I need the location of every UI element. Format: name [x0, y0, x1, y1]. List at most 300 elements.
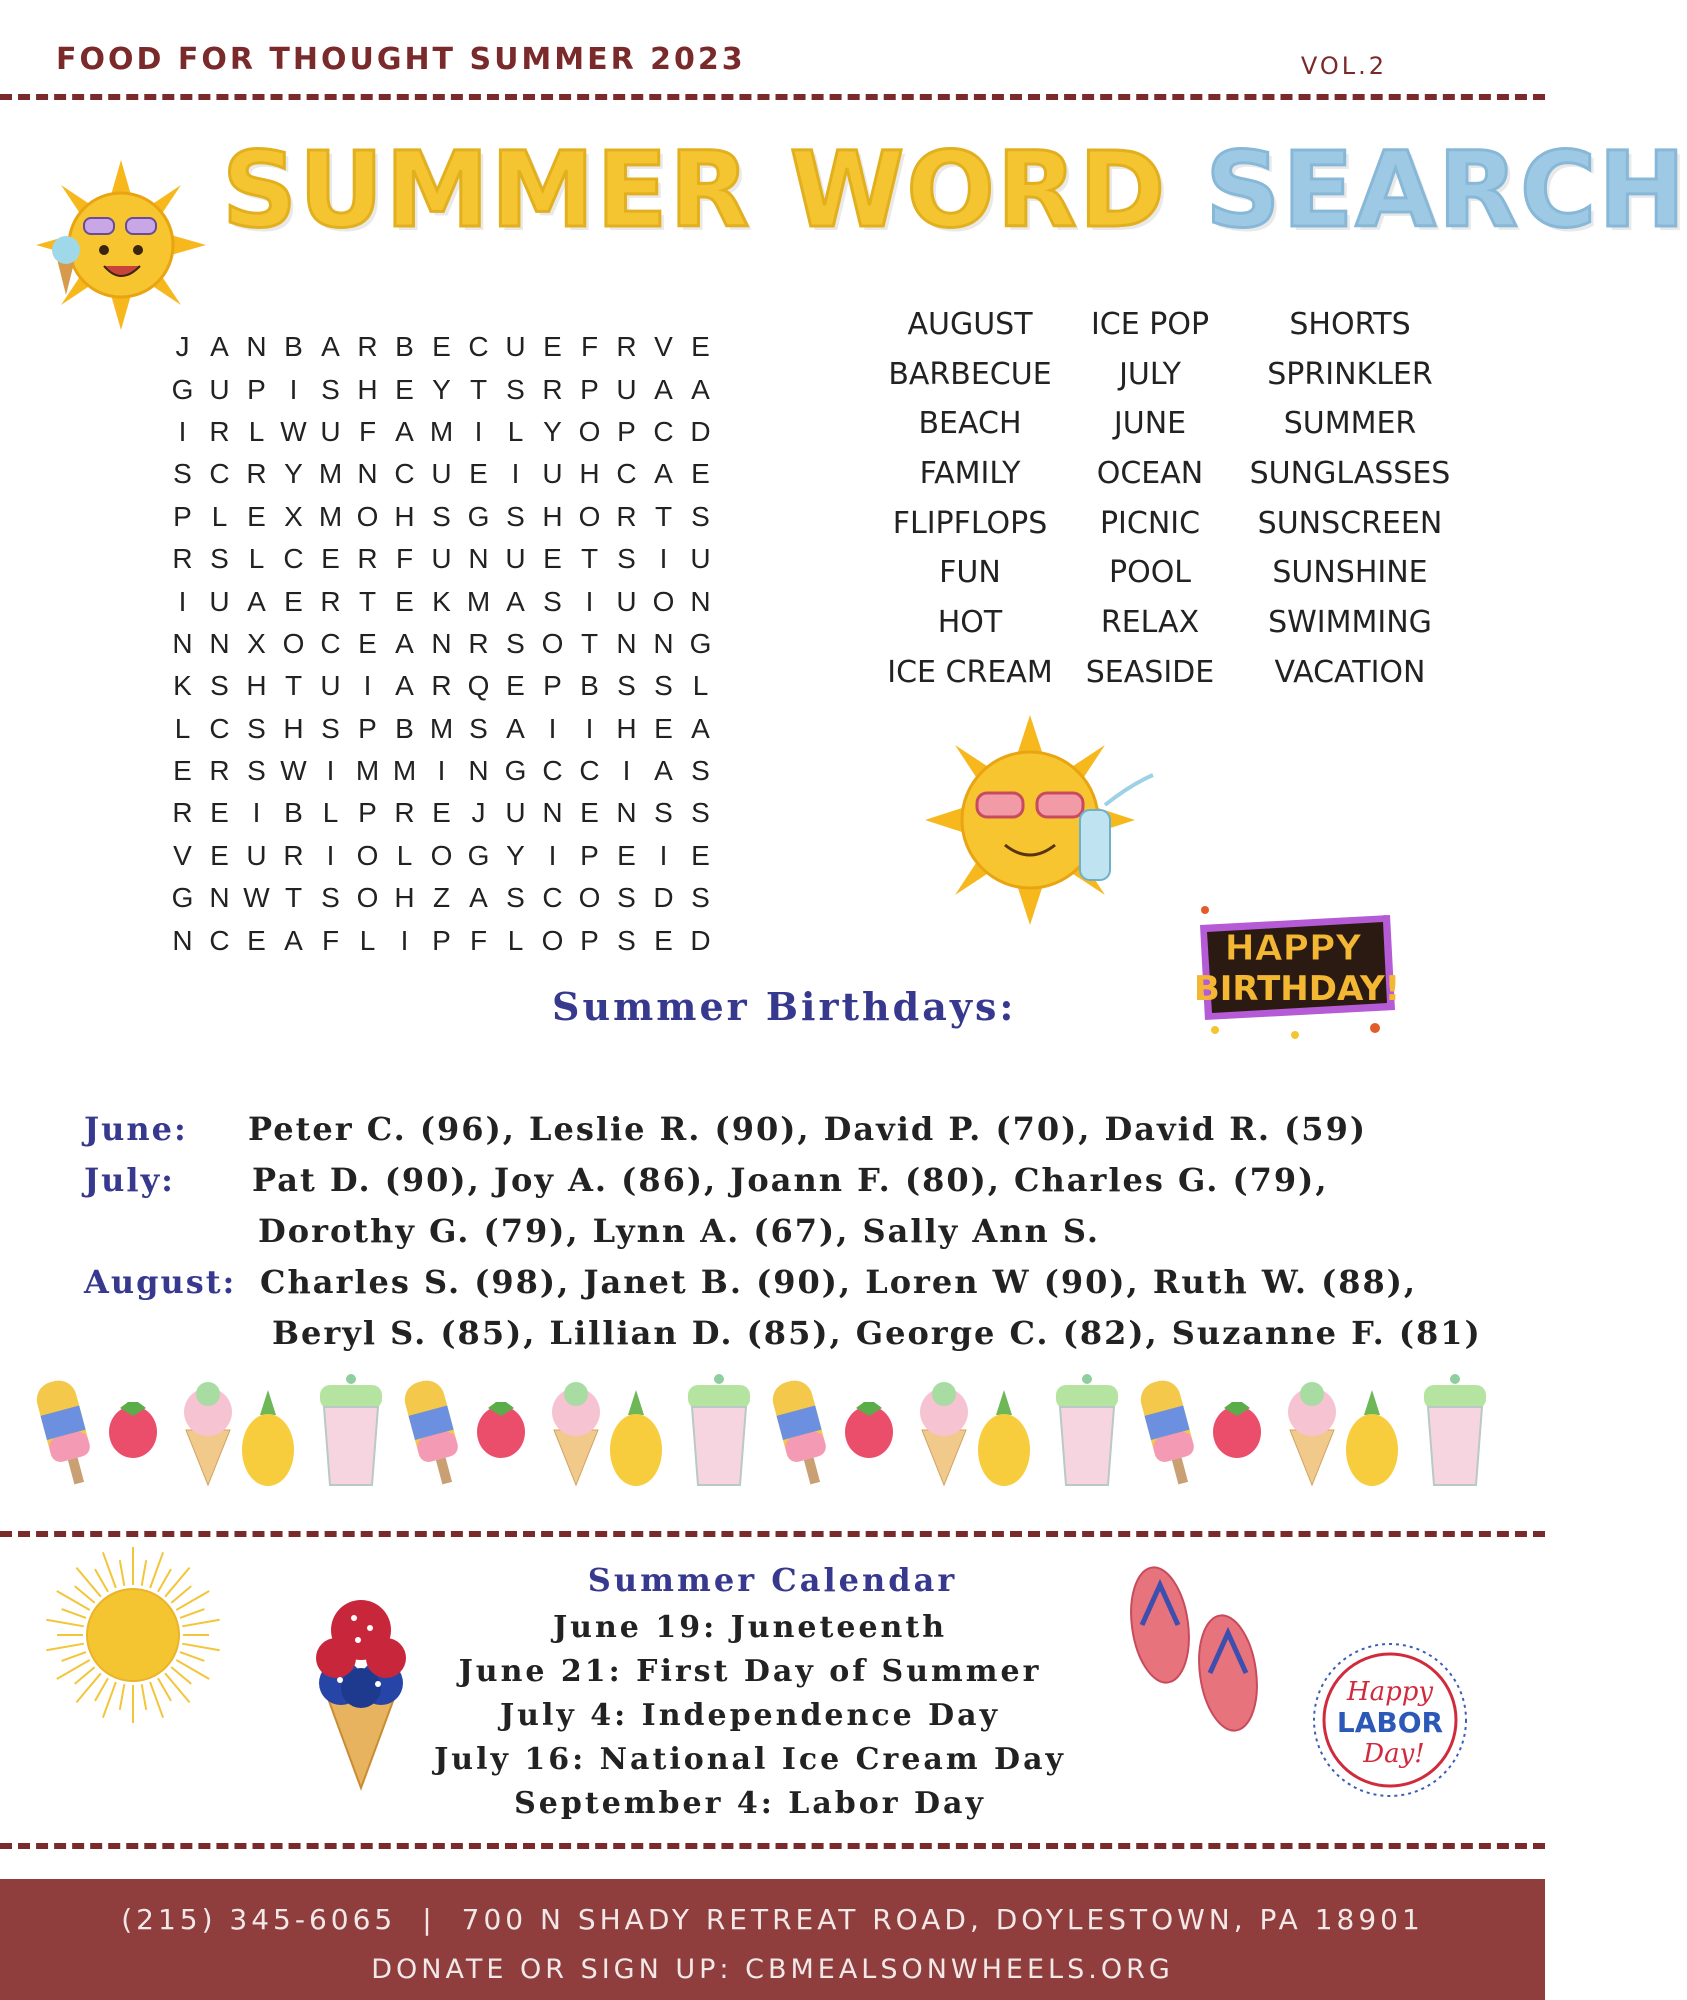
popsicle-icon — [401, 1377, 467, 1489]
grid-letter: M — [466, 585, 491, 617]
grid-letter: G — [171, 882, 194, 914]
grid-letter: S — [506, 882, 525, 914]
word-list-item: SHORTS — [1289, 307, 1411, 342]
grid-letter: K — [432, 585, 451, 617]
grid-letter: U — [505, 797, 526, 829]
grid-letter: R — [172, 797, 193, 829]
word-list-item: SUMMER — [1283, 406, 1417, 442]
middle-divider — [0, 1531, 1545, 1537]
grid-letter: A — [284, 924, 303, 956]
word-list-item: SPRINKLER — [1267, 356, 1433, 392]
top-divider — [0, 94, 1545, 100]
grid-letter: F — [321, 924, 340, 956]
grid-row — [164, 496, 719, 538]
birthdays-title: Summer Birthdays: — [552, 984, 1017, 1029]
grid-letter: C — [468, 331, 489, 363]
grid-letter: N — [690, 585, 711, 617]
grid-letter: E — [210, 797, 229, 829]
grid-letter: E — [691, 458, 710, 490]
popsicle-icon — [33, 1377, 99, 1489]
birthday-names-august-2: Beryl S. (85), Lillian D. (85), George C. (82), Suzanne F. (81) — [272, 1314, 1482, 1352]
grid-letter: E — [432, 331, 451, 363]
grid-letter: E — [395, 373, 414, 405]
grid-letter: C — [394, 458, 415, 490]
strawberry-icon — [109, 1402, 157, 1458]
grid-letter: I — [437, 755, 446, 787]
grid-letter: H — [542, 500, 563, 532]
grid-letter: I — [326, 755, 335, 787]
grid-letter: V — [173, 839, 192, 871]
grid-letter: H — [394, 500, 415, 532]
grid-letter: E — [580, 797, 599, 829]
grid-letter: N — [209, 627, 230, 659]
grid-letter: E — [543, 331, 562, 363]
grid-letter: U — [616, 373, 637, 405]
grid-letter: E — [321, 543, 340, 575]
grid-letter: R — [283, 839, 304, 871]
grid-row — [164, 326, 719, 368]
grid-letter: U — [246, 839, 267, 871]
grid-letter: S — [321, 373, 340, 405]
grid-letter: S — [617, 543, 636, 575]
grid-letter: O — [356, 500, 379, 532]
grid-letter: E — [506, 670, 525, 702]
newsletter-title: FOOD FOR THOUGHT SUMMER 2023 — [56, 42, 746, 77]
word-list-item: BEACH — [918, 406, 1022, 442]
grid-letter: D — [653, 882, 674, 914]
grid-letter: E — [247, 924, 266, 956]
grid-letter: I — [585, 585, 594, 617]
grid-letter: X — [284, 500, 303, 532]
grid-letter: M — [429, 415, 454, 447]
grid-letter: S — [543, 585, 562, 617]
grid-letter: S — [247, 712, 266, 744]
grid-letter: S — [654, 797, 673, 829]
happy-birthday-badge — [1185, 900, 1405, 1040]
grid-letter: S — [506, 500, 525, 532]
grid-letter: V — [654, 331, 673, 363]
grid-letter: I — [585, 712, 594, 744]
word-list-item: VACATION — [1274, 654, 1426, 690]
grid-row — [164, 835, 719, 877]
grid-letter: X — [247, 627, 266, 659]
grid-letter: G — [171, 373, 194, 405]
footer-address: 700 N SHADY RETREAT ROAD, DOYLESTOWN, PA 18901 — [461, 1903, 1424, 1936]
grid-letter: E — [432, 797, 451, 829]
grid-letter: U — [209, 373, 230, 405]
grid-letter: A — [210, 331, 229, 363]
grid-letter: R — [431, 670, 452, 702]
grid-letter: I — [474, 415, 483, 447]
grid-letter: M — [318, 500, 343, 532]
grid-letter: D — [690, 415, 711, 447]
grid-letter: N — [468, 543, 489, 575]
grid-letter: T — [580, 627, 599, 659]
grid-letter: H — [283, 712, 304, 744]
grid-letter: A — [654, 373, 673, 405]
grid-row — [164, 919, 719, 961]
word-search-title — [222, 129, 1687, 251]
grid-letter: S — [173, 458, 192, 490]
grid-letter: R — [172, 543, 193, 575]
grid-letter: O — [541, 627, 564, 659]
grid-letter: Y — [506, 839, 525, 871]
grid-letter: R — [394, 797, 415, 829]
grid-letter: O — [356, 882, 379, 914]
sun-water-bottle-icon — [905, 715, 1175, 925]
grid-letter: T — [358, 585, 377, 617]
grid-letter: A — [469, 882, 488, 914]
grid-letter: W — [243, 882, 270, 914]
grid-letter: L — [174, 712, 191, 744]
grid-letter: N — [209, 882, 230, 914]
grid-letter: R — [616, 331, 637, 363]
grid-letter: E — [691, 331, 710, 363]
ice-cream-cone-icon — [1288, 1382, 1336, 1485]
volume-label: VOL.2 — [1300, 52, 1387, 80]
grid-letter: C — [616, 458, 637, 490]
grid-letter: L — [248, 543, 265, 575]
grid-letter: P — [358, 712, 377, 744]
grid-letter: R — [209, 415, 230, 447]
grid-letter: L — [359, 924, 376, 956]
grid-letter: I — [400, 924, 409, 956]
grid-letter: E — [543, 543, 562, 575]
grid-letter: A — [395, 627, 414, 659]
word-list-item: SUNGLASSES — [1249, 456, 1451, 492]
word-list-item: PICNIC — [1099, 505, 1201, 541]
grid-letter: L — [248, 415, 265, 447]
grid-letter: O — [578, 882, 601, 914]
grid-letter: Y — [432, 373, 451, 405]
grid-letter: E — [284, 585, 303, 617]
bottom-divider — [0, 1843, 1545, 1849]
word-list-item: FAMILY — [919, 456, 1021, 492]
grid-letter: P — [580, 924, 599, 956]
grid-letter: I — [659, 839, 668, 871]
grid-letter: C — [542, 755, 563, 787]
pineapple-icon — [978, 1390, 1030, 1486]
word-list-item: FLIPFLOPS — [892, 505, 1048, 541]
grid-letter: C — [209, 924, 230, 956]
grid-letter: A — [395, 415, 414, 447]
grid-letter: S — [321, 882, 340, 914]
grid-letter: R — [357, 543, 378, 575]
word-list-item: FUN — [939, 555, 1001, 591]
grid-letter: P — [580, 373, 599, 405]
calendar-event: July 16: National Ice Cream Day — [434, 1742, 1066, 1777]
grid-letter: I — [326, 839, 335, 871]
word-list-column-2 — [1070, 300, 1230, 698]
word-list-item: RELAX — [1100, 605, 1200, 641]
grid-letter: E — [247, 500, 266, 532]
pineapple-icon — [242, 1390, 294, 1486]
grid-letter: R — [320, 585, 341, 617]
birthday-month-july: July: — [84, 1161, 175, 1199]
grid-row — [164, 538, 719, 580]
labor-badge-line2: LABOR — [1336, 1706, 1444, 1739]
grid-letter: W — [280, 415, 307, 447]
grid-letter: Z — [432, 882, 451, 914]
footer-separator: | — [422, 1903, 436, 1936]
word-list-item: ICE POP — [1090, 307, 1210, 342]
pink-drink-icon — [1424, 1374, 1486, 1485]
grid-letter: U — [320, 670, 341, 702]
grid-letter: J — [175, 331, 190, 363]
grid-letter: O — [578, 415, 601, 447]
grid-letter: H — [394, 882, 415, 914]
sun-icecream-icon — [36, 160, 206, 330]
grid-letter: U — [542, 458, 563, 490]
grid-letter: T — [654, 500, 673, 532]
footer-signup: DONATE OR SIGN UP: CBMEALSONWHEELS.ORG — [371, 1954, 1174, 1985]
grid-letter: N — [431, 627, 452, 659]
labor-badge-line1: Happy — [1346, 1677, 1434, 1707]
pineapple-icon — [1346, 1390, 1398, 1486]
word-list-item: SUNSHINE — [1272, 555, 1428, 591]
footer-phone: (215) 345-6065 — [121, 1903, 397, 1936]
grid-letter: I — [289, 373, 298, 405]
grid-letter: N — [172, 627, 193, 659]
grid-letter: T — [284, 670, 303, 702]
grid-row — [164, 453, 719, 495]
grid-row — [164, 877, 719, 919]
grid-letter: C — [579, 755, 600, 787]
grid-letter: G — [467, 500, 490, 532]
calendar-event: June 19: Juneteenth — [552, 1610, 948, 1645]
grid-letter: U — [209, 585, 230, 617]
grid-letter: O — [282, 627, 305, 659]
calendar-event: July 4: Independence Day — [499, 1698, 1000, 1733]
grid-letter: N — [357, 458, 378, 490]
footer-contact — [0, 1903, 1545, 1936]
grid-letter: M — [429, 712, 454, 744]
grid-letter: F — [580, 331, 599, 363]
strawberry-icon — [845, 1402, 893, 1458]
grid-letter: L — [322, 797, 339, 829]
grid-letter: N — [172, 924, 193, 956]
grid-letter: I — [178, 585, 187, 617]
grid-letter: E — [210, 839, 229, 871]
grid-letter: E — [395, 585, 414, 617]
grid-letter: F — [469, 924, 488, 956]
grid-letter: U — [690, 543, 711, 575]
grid-letter: E — [691, 839, 710, 871]
pineapple-icon — [610, 1390, 662, 1486]
summer-treats-border — [30, 1380, 1510, 1490]
grid-letter: O — [578, 500, 601, 532]
grid-letter: E — [173, 755, 192, 787]
title-part-search: SEARCH — [1205, 129, 1687, 251]
word-list-column-3 — [1240, 300, 1460, 698]
grid-letter: H — [616, 712, 637, 744]
grid-letter: J — [471, 797, 486, 829]
grid-letter: S — [691, 797, 710, 829]
grid-letter: S — [654, 670, 673, 702]
grid-letter: A — [654, 755, 673, 787]
grid-letter: A — [247, 585, 266, 617]
word-list-item: OCEAN — [1096, 456, 1204, 492]
grid-letter: A — [691, 712, 710, 744]
word-list-item: JUNE — [1113, 406, 1187, 442]
grid-letter: R — [542, 373, 563, 405]
grid-letter: N — [616, 627, 637, 659]
grid-letter: N — [542, 797, 563, 829]
grid-letter: A — [506, 712, 525, 744]
grid-letter: S — [691, 882, 710, 914]
grid-letter: S — [469, 712, 488, 744]
grid-letter: A — [395, 670, 414, 702]
birthday-month-june: June: — [84, 1110, 188, 1148]
grid-letter: U — [320, 415, 341, 447]
grid-letter: K — [173, 670, 192, 702]
grid-letter: U — [431, 543, 452, 575]
grid-letter: L — [396, 839, 413, 871]
grid-letter: C — [283, 543, 304, 575]
ice-cream-cone-icon — [552, 1382, 600, 1485]
grid-letter: S — [617, 882, 636, 914]
grid-row — [164, 411, 719, 453]
word-list-item: AUGUST — [907, 307, 1033, 342]
grid-letter: P — [173, 500, 192, 532]
grid-letter: S — [321, 712, 340, 744]
grid-letter: U — [431, 458, 452, 490]
grid-letter: H — [357, 373, 378, 405]
grid-letter: S — [210, 670, 229, 702]
grid-letter: E — [654, 924, 673, 956]
grid-letter: P — [617, 415, 636, 447]
grid-row — [164, 623, 719, 665]
grid-letter: G — [504, 755, 527, 787]
birthday-badge-line1: HAPPY — [1224, 928, 1362, 969]
grid-letter: R — [246, 458, 267, 490]
grid-letter: A — [691, 373, 710, 405]
grid-letter: F — [395, 543, 414, 575]
grid-letter: L — [692, 670, 709, 702]
grid-letter: U — [505, 331, 526, 363]
grid-letter: E — [617, 839, 636, 871]
grid-letter: S — [691, 500, 710, 532]
grid-letter: P — [543, 670, 562, 702]
grid-letter: U — [505, 543, 526, 575]
grid-letter: L — [211, 500, 228, 532]
grid-letter: T — [580, 543, 599, 575]
word-list-item: ICE CREAM — [887, 654, 1053, 690]
grid-letter: N — [616, 797, 637, 829]
calendar-event: September 4: Labor Day — [514, 1786, 986, 1821]
word-list-item: JULY — [1119, 356, 1181, 392]
grid-letter: I — [548, 839, 557, 871]
pink-drink-icon — [320, 1374, 382, 1485]
grid-letter: G — [689, 627, 712, 659]
grid-letter: I — [659, 543, 668, 575]
grid-letter: Y — [543, 415, 562, 447]
grid-letter: I — [622, 755, 631, 787]
title-part-summer-word: SUMMER WORD — [222, 129, 1168, 251]
ice-cream-cone-icon — [184, 1382, 232, 1485]
grid-letter: T — [469, 373, 488, 405]
grid-letter: Q — [467, 670, 490, 702]
grid-letter: M — [318, 458, 343, 490]
grid-letter: I — [511, 458, 520, 490]
grid-letter: L — [507, 924, 524, 956]
grid-letter: S — [506, 627, 525, 659]
birthday-names-july-1: Pat D. (90), Joy A. (86), Joann F. (80), Charles G. (79), — [252, 1161, 1329, 1199]
grid-letter: B — [580, 670, 599, 702]
grid-letter: Y — [284, 458, 303, 490]
word-list-column-1 — [880, 300, 1060, 698]
grid-letter: E — [358, 627, 377, 659]
grid-letter: B — [284, 797, 303, 829]
calendar-title: Summer Calendar — [587, 1561, 958, 1599]
grid-letter: S — [506, 373, 525, 405]
pink-drink-icon — [1056, 1374, 1118, 1485]
grid-letter: N — [246, 331, 267, 363]
grid-letter: O — [652, 585, 675, 617]
grid-letter: B — [395, 331, 414, 363]
grid-row — [164, 368, 719, 410]
grid-letter: H — [246, 670, 267, 702]
grid-letter: C — [542, 882, 563, 914]
grid-letter: B — [284, 331, 303, 363]
grid-letter: P — [247, 373, 266, 405]
popsicle-icon — [1137, 1377, 1203, 1489]
grid-letter: E — [654, 712, 673, 744]
grid-letter: P — [358, 797, 377, 829]
birthday-names-june: Peter C. (96), Leslie R. (90), David P. (70), David R. (59) — [248, 1110, 1367, 1148]
strawberry-icon — [477, 1402, 525, 1458]
grid-letter: C — [209, 712, 230, 744]
strawberry-icon — [1213, 1402, 1261, 1458]
grid-letter: N — [468, 755, 489, 787]
word-search-grid — [164, 326, 719, 962]
grid-letter: A — [506, 585, 525, 617]
grid-letter: R — [357, 331, 378, 363]
grid-letter: U — [616, 585, 637, 617]
word-list-item: SWIMMING — [1268, 605, 1432, 641]
word-list-item: HOT — [937, 605, 1003, 641]
grid-row — [164, 665, 719, 707]
grid-letter: R — [209, 755, 230, 787]
grid-letter: S — [247, 755, 266, 787]
word-list-item: SEASIDE — [1085, 654, 1215, 690]
grid-letter: P — [432, 924, 451, 956]
grid-letter: R — [616, 500, 637, 532]
grid-row — [164, 708, 719, 750]
birthday-badge-line2: BIRTHDAY! — [1193, 969, 1401, 1009]
birthday-month-august: August: — [84, 1263, 237, 1301]
word-list-item: SUNSCREEN — [1257, 505, 1443, 541]
grid-letter: I — [548, 712, 557, 744]
grid-letter: S — [617, 670, 636, 702]
grid-letter: I — [363, 670, 372, 702]
grid-letter: P — [580, 839, 599, 871]
grid-letter: H — [579, 458, 600, 490]
grid-letter: S — [691, 755, 710, 787]
word-list-item: POOL — [1108, 555, 1192, 591]
grid-letter: O — [541, 924, 564, 956]
grid-letter: T — [284, 882, 303, 914]
word-list-item: BARBECUE — [888, 356, 1052, 392]
grid-letter: A — [321, 331, 340, 363]
grid-row — [164, 750, 719, 792]
labor-badge-line3: Day! — [1363, 1739, 1425, 1769]
ice-cream-cone-icon — [920, 1382, 968, 1485]
grid-letter: M — [392, 755, 417, 787]
grid-letter: I — [178, 415, 187, 447]
grid-letter: E — [469, 458, 488, 490]
grid-letter: O — [356, 839, 379, 871]
